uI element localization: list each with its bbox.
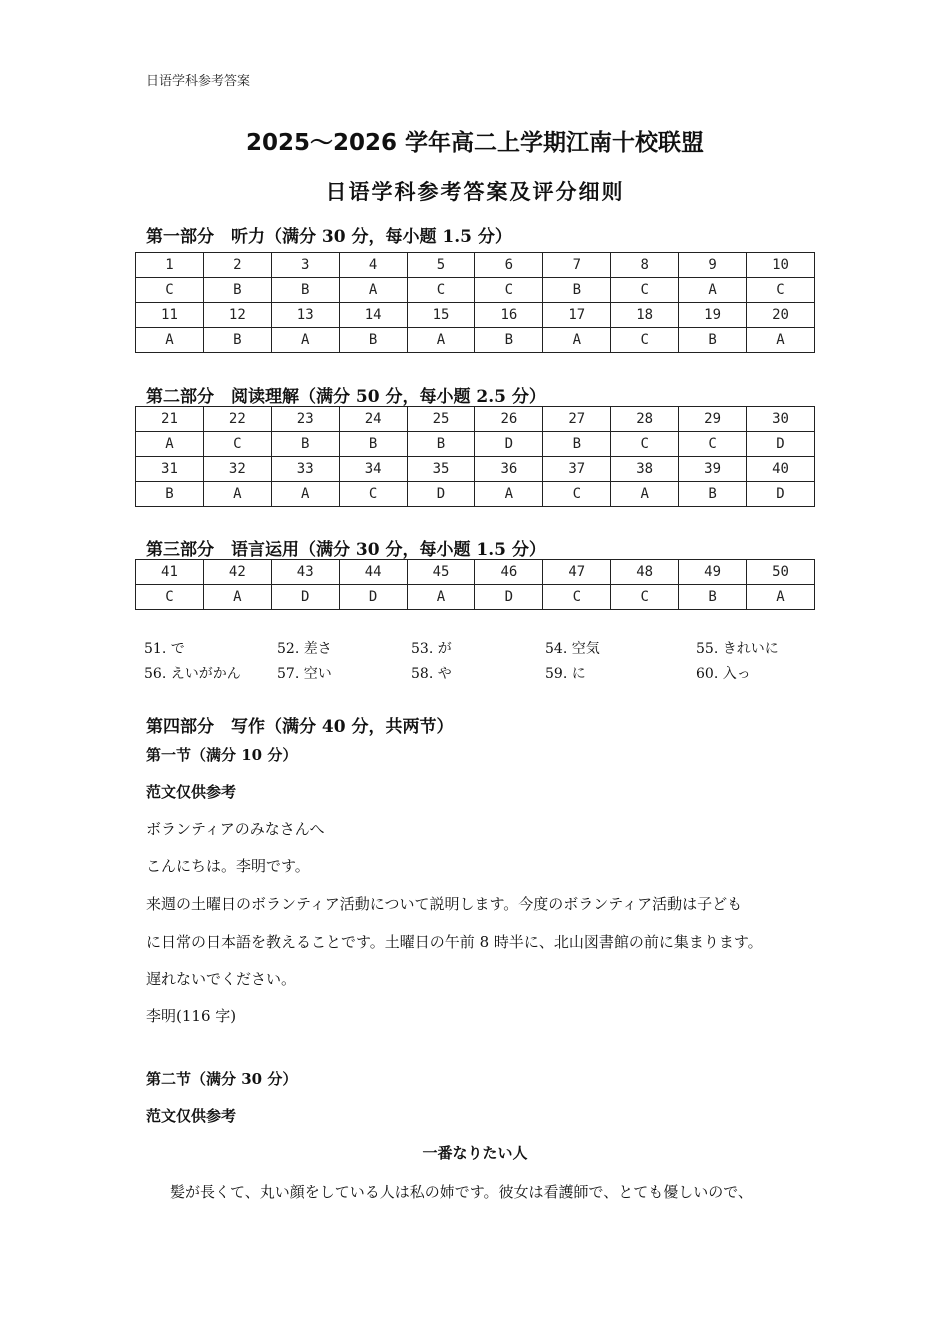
page-title: 2025～2026 学年高二上学期江南十校联盟: [245, 130, 705, 156]
answer-cell: B: [543, 432, 611, 457]
fill-answer: 58. や: [411, 666, 452, 682]
part2-heading: 第二部分 阅读理解（满分 50 分，每小题 2.5 分）: [146, 387, 546, 407]
answer-cell: B: [271, 432, 339, 457]
answer-cell: B: [679, 482, 747, 507]
essay-title: 一番なりたい人: [422, 1144, 528, 1162]
question-number-cell: 46: [475, 560, 543, 585]
answer-cell: A: [136, 328, 204, 353]
question-number-cell: 7: [543, 253, 611, 278]
answer-cell: B: [339, 432, 407, 457]
question-number-cell: 45: [407, 560, 475, 585]
answer-cell: D: [747, 432, 815, 457]
answer-cell: C: [611, 585, 679, 610]
answer-cell: C: [543, 585, 611, 610]
fill-answer: 52. 差さ: [277, 641, 332, 657]
question-number-cell: 5: [407, 253, 475, 278]
question-number-cell: 29: [679, 407, 747, 432]
answer-cell: C: [611, 432, 679, 457]
question-number-cell: 20: [747, 303, 815, 328]
answer-cell: B: [136, 482, 204, 507]
answer-cell: C: [407, 278, 475, 303]
answer-cell: D: [747, 482, 815, 507]
question-number-cell: 49: [679, 560, 747, 585]
question-number-cell: 15: [407, 303, 475, 328]
part2-answer-table: [135, 406, 815, 507]
answer-cell: C: [136, 585, 204, 610]
question-number-row: [136, 303, 815, 328]
question-number-cell: 14: [339, 303, 407, 328]
question-number-cell: 50: [747, 560, 815, 585]
question-number-cell: 3: [271, 253, 339, 278]
fill-answers-row-2: [144, 663, 824, 685]
question-number-cell: 13: [271, 303, 339, 328]
question-number-cell: 28: [611, 407, 679, 432]
question-number-cell: 12: [203, 303, 271, 328]
question-number-cell: 30: [747, 407, 815, 432]
answer-cell: A: [136, 432, 204, 457]
answer-cell: D: [407, 482, 475, 507]
answer-cell: C: [679, 432, 747, 457]
answer-row: [136, 278, 815, 303]
question-number-cell: 17: [543, 303, 611, 328]
question-number-cell: 24: [339, 407, 407, 432]
question-number-cell: 27: [543, 407, 611, 432]
question-number-cell: 40: [747, 457, 815, 482]
answer-cell: B: [271, 278, 339, 303]
question-number-cell: 26: [475, 407, 543, 432]
part4-heading: 第四部分 写作（满分 40 分，共两节）: [146, 717, 454, 737]
letter-line: ボランティアのみなさんへ: [146, 820, 325, 838]
letter-signature: 李明(116 字): [146, 1007, 237, 1025]
answer-cell: B: [543, 278, 611, 303]
essay-first-line: 髪が長くて、丸い顔をしている人は私の姉です。彼女は看護師で、とても優しいので、: [170, 1183, 753, 1201]
fill-answer: 57. 空い: [277, 666, 332, 682]
question-number-row: [136, 457, 815, 482]
answer-row: [136, 432, 815, 457]
answer-cell: C: [136, 278, 204, 303]
question-number-cell: 33: [271, 457, 339, 482]
answer-cell: B: [679, 585, 747, 610]
letter-line: 来週の土曜日のボランティア活動について説明します。今度のボランティア活動は子ども: [146, 895, 743, 913]
question-number-cell: 47: [543, 560, 611, 585]
question-number-cell: 21: [136, 407, 204, 432]
question-number-row: [136, 253, 815, 278]
answer-cell: C: [475, 278, 543, 303]
section2-heading: 第二节（满分 30 分）: [146, 1070, 298, 1088]
question-number-cell: 19: [679, 303, 747, 328]
question-number-cell: 35: [407, 457, 475, 482]
answer-cell: A: [679, 278, 747, 303]
question-number-cell: 43: [271, 560, 339, 585]
fill-answer: 60. 入っ: [696, 666, 751, 682]
fill-answer: 53. が: [411, 641, 452, 657]
answer-cell: B: [203, 328, 271, 353]
section1-reference-note: 范文仅供参考: [146, 783, 237, 801]
letter-line: に日常の日本語を教えることです。土曜日の午前 8 時半に、北山図書館の前に集まります。: [146, 933, 763, 951]
question-number-cell: 9: [679, 253, 747, 278]
letter-line: こんにちは。李明です。: [146, 857, 310, 875]
question-number-cell: 4: [339, 253, 407, 278]
answer-cell: A: [271, 482, 339, 507]
question-number-cell: 11: [136, 303, 204, 328]
question-number-cell: 37: [543, 457, 611, 482]
fill-answer: 59. に: [545, 666, 586, 682]
question-number-cell: 41: [136, 560, 204, 585]
answer-cell: C: [543, 482, 611, 507]
question-number-row: [136, 560, 815, 585]
question-number-cell: 10: [747, 253, 815, 278]
answer-cell: B: [203, 278, 271, 303]
question-number-cell: 39: [679, 457, 747, 482]
question-number-cell: 25: [407, 407, 475, 432]
answer-cell: D: [339, 585, 407, 610]
answer-cell: A: [543, 328, 611, 353]
answer-cell: C: [339, 482, 407, 507]
answer-cell: A: [271, 328, 339, 353]
answer-cell: A: [475, 482, 543, 507]
part3-answer-table: [135, 559, 815, 610]
fill-answer: 56. えいがかん: [144, 666, 241, 682]
answer-cell: C: [611, 278, 679, 303]
answer-cell: A: [203, 585, 271, 610]
question-number-cell: 18: [611, 303, 679, 328]
header-note: 日语学科参考答案: [146, 74, 251, 89]
question-number-cell: 48: [611, 560, 679, 585]
question-number-cell: 1: [136, 253, 204, 278]
question-number-cell: 2: [203, 253, 271, 278]
answer-row: [136, 585, 815, 610]
answer-cell: A: [747, 585, 815, 610]
part3-heading: 第三部分 语言运用（满分 30 分，每小题 1.5 分）: [146, 540, 546, 560]
part1-heading: 第一部分 听力（满分 30 分，每小题 1.5 分）: [146, 227, 512, 247]
section1-heading: 第一节（满分 10 分）: [146, 746, 298, 764]
question-number-cell: 32: [203, 457, 271, 482]
question-number-cell: 31: [136, 457, 204, 482]
answer-cell: C: [747, 278, 815, 303]
question-number-row: [136, 407, 815, 432]
letter-line: 遅れないでください。: [146, 970, 297, 988]
section2-reference-note: 范文仅供参考: [146, 1107, 237, 1125]
question-number-cell: 36: [475, 457, 543, 482]
answer-cell: A: [407, 585, 475, 610]
question-number-cell: 44: [339, 560, 407, 585]
answer-cell: B: [339, 328, 407, 353]
question-number-cell: 22: [203, 407, 271, 432]
answer-cell: B: [679, 328, 747, 353]
fill-answer: 54. 空気: [545, 641, 600, 657]
answer-cell: C: [611, 328, 679, 353]
page-subtitle: 日语学科参考答案及评分细则: [325, 179, 625, 204]
answer-cell: A: [203, 482, 271, 507]
answer-cell: A: [611, 482, 679, 507]
part1-answer-table: [135, 252, 815, 353]
answer-cell: D: [271, 585, 339, 610]
answer-row: [136, 482, 815, 507]
fill-answer: 51. で: [144, 641, 185, 657]
question-number-cell: 6: [475, 253, 543, 278]
answer-cell: A: [747, 328, 815, 353]
question-number-cell: 23: [271, 407, 339, 432]
fill-answer: 55. きれいに: [696, 641, 779, 657]
fill-answers-row-1: [144, 638, 824, 660]
answer-cell: A: [407, 328, 475, 353]
answer-row: [136, 328, 815, 353]
question-number-cell: 16: [475, 303, 543, 328]
answer-cell: B: [475, 328, 543, 353]
answer-cell: C: [203, 432, 271, 457]
question-number-cell: 34: [339, 457, 407, 482]
question-number-cell: 42: [203, 560, 271, 585]
answer-cell: B: [407, 432, 475, 457]
answer-cell: A: [339, 278, 407, 303]
answer-cell: D: [475, 432, 543, 457]
question-number-cell: 38: [611, 457, 679, 482]
answer-cell: D: [475, 585, 543, 610]
question-number-cell: 8: [611, 253, 679, 278]
